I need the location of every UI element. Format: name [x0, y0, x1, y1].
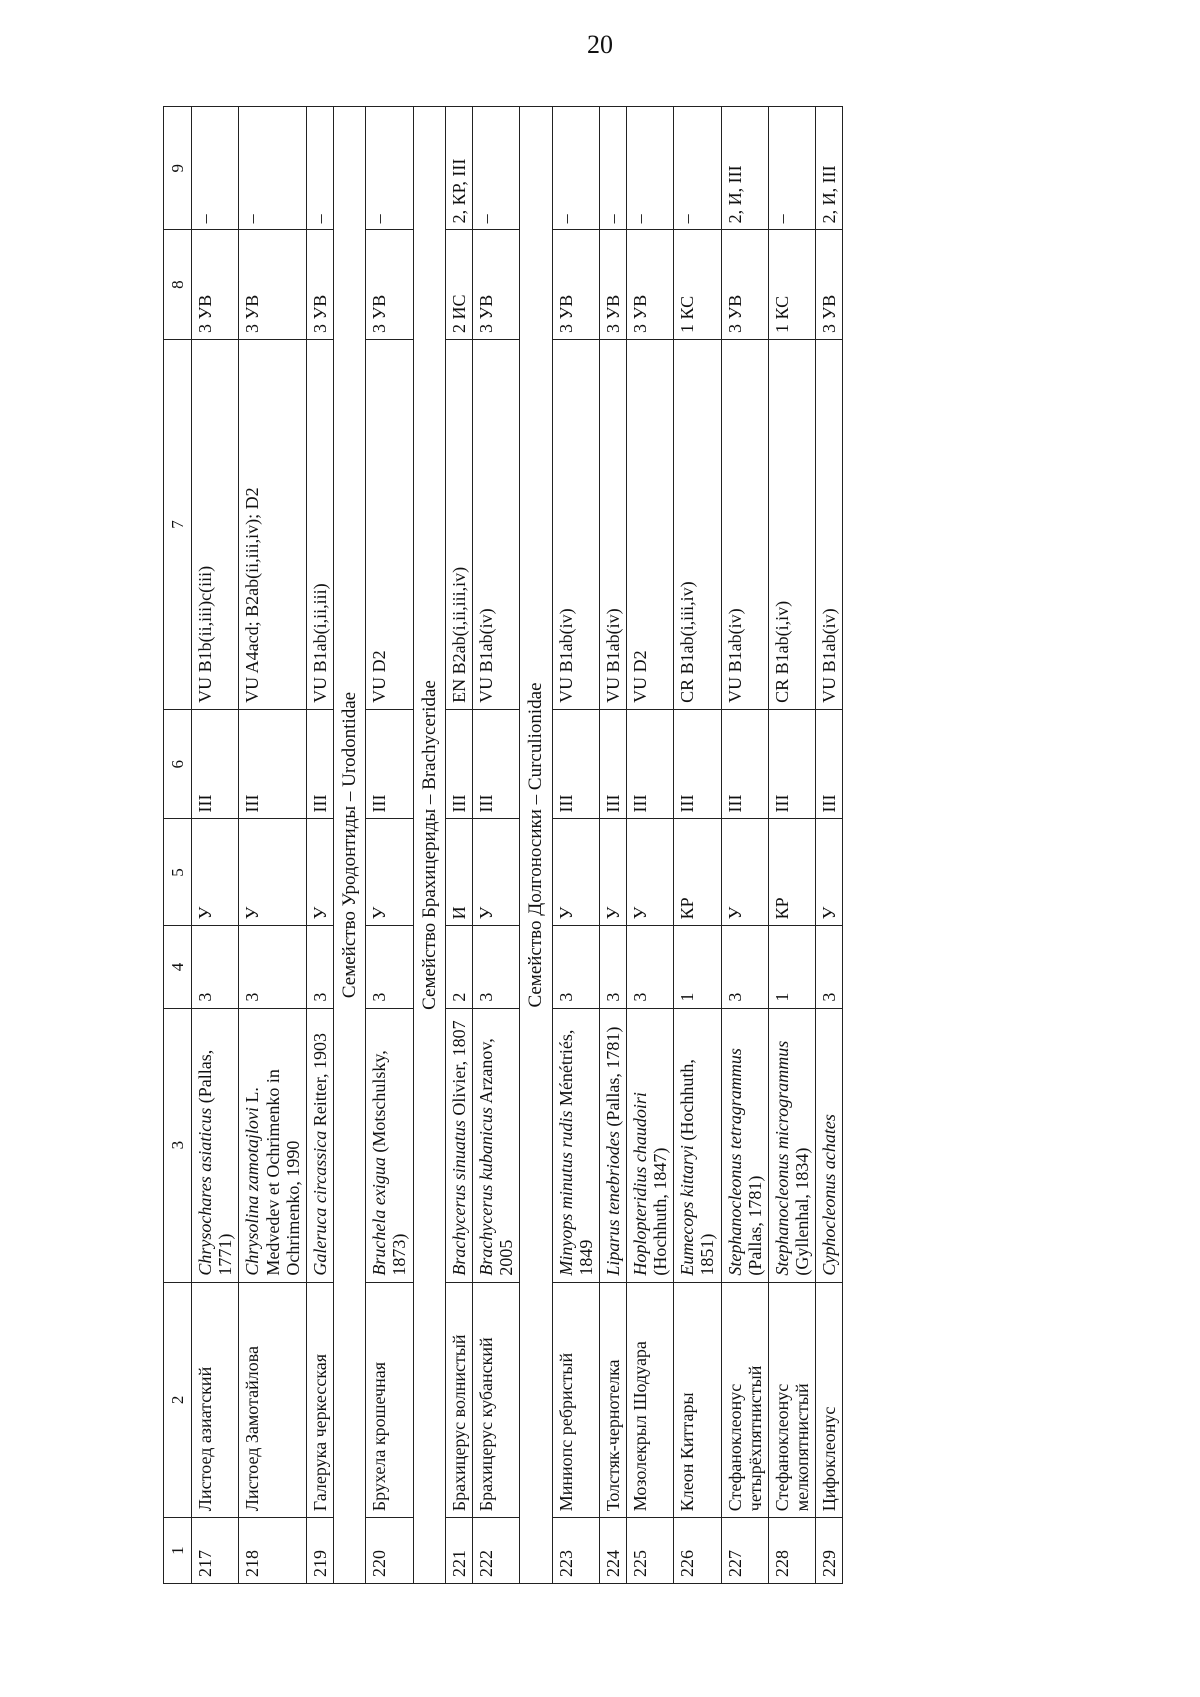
row-number: 222 — [472, 1518, 519, 1584]
author-citation: L. Medvedev et Ochrimenko in Ochrimenko, 1990 — [242, 1069, 303, 1276]
iucn-criteria-cell: VU B1b(ii,iii)c(iii) — [192, 339, 239, 709]
iucn-criteria-cell: CR B1ab(i,iii,iv) — [674, 339, 721, 709]
table-row — [445, 107, 472, 1584]
iucn-criteria-cell: VU B1ab(iv) — [552, 339, 599, 709]
status-cell: И — [445, 819, 472, 926]
status-cell: У — [306, 819, 333, 926]
family-heading: Семейство Брахицериды – Brachyceridae — [413, 107, 445, 1584]
row-number: 226 — [674, 1518, 721, 1584]
russian-name: Брахицерус волнистый — [445, 1282, 472, 1518]
regional-status-cell: 3 УВ — [627, 230, 674, 340]
iucn-criteria-cell: VU B1ab(iv) — [599, 339, 626, 709]
regional-status-cell: 3 УВ — [472, 230, 519, 340]
category-cell: 3 — [239, 926, 306, 1008]
iucn-criteria-cell: VU A4acd; B2ab(ii,iii,iv); D2 — [239, 339, 306, 709]
class-cell: III — [627, 709, 674, 819]
family-row — [520, 107, 552, 1584]
category-cell: 2 — [445, 926, 472, 1008]
table-row — [472, 107, 519, 1584]
status-cell: КР — [674, 819, 721, 926]
federal-status-cell: – — [552, 107, 599, 230]
author-citation: (Motschulsky, 1873) — [369, 1050, 410, 1276]
russian-name: Листоед Замотайлова — [239, 1282, 306, 1518]
latin-name-cell — [306, 1008, 333, 1282]
author-citation: (Hochhuth, 1851) — [677, 1059, 718, 1276]
status-cell: У — [721, 819, 768, 926]
federal-status-cell: – — [472, 107, 519, 230]
russian-name: Толстяк-чернотелка — [599, 1282, 626, 1518]
column-header: 1 — [164, 1518, 192, 1584]
latin-name-cell — [599, 1008, 626, 1282]
category-cell: 3 — [599, 926, 626, 1008]
class-cell: III — [768, 709, 815, 819]
table-row — [599, 107, 626, 1584]
federal-status-cell: – — [599, 107, 626, 230]
rotated-table-container — [163, 106, 1049, 1584]
author-citation: (Hochhuth, 1847) — [650, 1147, 671, 1276]
latin-name-cell — [627, 1008, 674, 1282]
category-cell: 3 — [552, 926, 599, 1008]
header-row — [164, 107, 192, 1584]
column-header: 4 — [164, 926, 192, 1008]
regional-status-cell: 3 УВ — [306, 230, 333, 340]
federal-status-cell: – — [306, 107, 333, 230]
status-cell: У — [366, 819, 413, 926]
family-row — [333, 107, 365, 1584]
table-row — [552, 107, 599, 1584]
class-cell: III — [445, 709, 472, 819]
latin-name-cell — [768, 1008, 815, 1282]
row-number: 224 — [599, 1518, 626, 1584]
row-number: 223 — [552, 1518, 599, 1584]
latin-name: Liparus tenebriodes — [602, 1131, 623, 1276]
latin-name-cell — [552, 1008, 599, 1282]
regional-status-cell: 1 КС — [674, 230, 721, 340]
class-cell: III — [599, 709, 626, 819]
table-row — [306, 107, 333, 1584]
category-cell: 3 — [306, 926, 333, 1008]
regional-status-cell: 3 УВ — [192, 230, 239, 340]
status-cell: У — [599, 819, 626, 926]
category-cell: 3 — [366, 926, 413, 1008]
category-cell: 3 — [472, 926, 519, 1008]
federal-status-cell: – — [627, 107, 674, 230]
russian-name: Мозолекрыл Шодуара — [627, 1282, 674, 1518]
russian-name: Галерука черкесская — [306, 1282, 333, 1518]
federal-status-cell: – — [192, 107, 239, 230]
family-row — [413, 107, 445, 1584]
author-citation: (Gyllenhal, 1834) — [792, 1147, 813, 1276]
latin-name-cell — [366, 1008, 413, 1282]
table-row — [192, 107, 239, 1584]
class-cell: III — [239, 709, 306, 819]
column-header: 7 — [164, 339, 192, 709]
row-number: 218 — [239, 1518, 306, 1584]
status-cell: У — [627, 819, 674, 926]
federal-status-cell: – — [366, 107, 413, 230]
federal-status-cell: – — [674, 107, 721, 230]
author-citation: (Pallas, 1781) — [744, 1175, 765, 1276]
status-cell: У — [816, 819, 843, 926]
latin-name: Minyops minutus rudis — [555, 1110, 576, 1276]
table-row — [721, 107, 768, 1584]
federal-status-cell: 2, И, III — [816, 107, 843, 230]
author-citation: Arzanov, 2005 — [475, 1038, 517, 1276]
regional-status-cell: 1 КС — [768, 230, 815, 340]
row-number: 217 — [192, 1518, 239, 1584]
class-cell: III — [306, 709, 333, 819]
russian-name: Цифоклеонус — [816, 1282, 843, 1518]
latin-name-cell — [472, 1008, 519, 1282]
iucn-criteria-cell: VU B1ab(iv) — [721, 339, 768, 709]
class-cell: III — [816, 709, 843, 819]
latin-name-cell — [239, 1008, 306, 1282]
regional-status-cell: 2 ИС — [445, 230, 472, 340]
table-row — [674, 107, 721, 1584]
iucn-criteria-cell: VU B1ab(i,ii,iii) — [306, 339, 333, 709]
iucn-criteria-cell: VU D2 — [366, 339, 413, 709]
category-cell: 3 — [816, 926, 843, 1008]
federal-status-cell: 2, КР, III — [445, 107, 472, 230]
russian-name: Клеон Киттары — [674, 1282, 721, 1518]
latin-name-cell — [445, 1008, 472, 1282]
table-row — [816, 107, 843, 1584]
iucn-criteria-cell: VU D2 — [627, 339, 674, 709]
row-number: 225 — [627, 1518, 674, 1584]
row-number: 229 — [816, 1518, 843, 1584]
latin-name: Brachycerus kubanicus — [475, 1107, 496, 1276]
latin-name: Cyphocleonus achates — [819, 1114, 840, 1276]
class-cell: III — [192, 709, 239, 819]
table-body — [164, 107, 843, 1584]
latin-name-cell — [721, 1008, 768, 1282]
latin-name: Brachycerus sinuatus — [448, 1120, 469, 1276]
category-cell: 3 — [192, 926, 239, 1008]
page-number: 20 — [587, 30, 613, 59]
latin-name-cell — [192, 1008, 239, 1282]
status-cell: У — [472, 819, 519, 926]
latin-name: Eumecops kittaryi — [677, 1145, 698, 1276]
species-table — [163, 106, 843, 1584]
author-citation: (Pallas, 1781) — [602, 1026, 623, 1127]
latin-name: Stephanocleonus microgrammus — [771, 1040, 792, 1276]
latin-name: Chrysolina zamotajlovi — [242, 1107, 263, 1276]
status-cell: У — [192, 819, 239, 926]
federal-status-cell: – — [239, 107, 306, 230]
class-cell: III — [674, 709, 721, 819]
class-cell: III — [472, 709, 519, 819]
category-cell: 1 — [768, 926, 815, 1008]
russian-name: Миниопс ребристый — [552, 1282, 599, 1518]
regional-status-cell: 3 УВ — [599, 230, 626, 340]
latin-name: Galeruca circassica — [309, 1130, 330, 1276]
author-citation: Olivier, 1807 — [448, 1020, 469, 1116]
iucn-criteria-cell: VU B1ab(iv) — [816, 339, 843, 709]
iucn-criteria-cell: CR B1ab(i,iv) — [768, 339, 815, 709]
author-citation: Ménétriés, 1849 — [555, 1029, 596, 1276]
column-header: 2 — [164, 1282, 192, 1518]
row-number: 221 — [445, 1518, 472, 1584]
class-cell: III — [721, 709, 768, 819]
table-row — [239, 107, 306, 1584]
regional-status-cell: 3 УВ — [366, 230, 413, 340]
table-row — [366, 107, 413, 1584]
russian-name: Стефаноклеонус четырёхпятнистый — [721, 1282, 768, 1518]
row-number: 220 — [366, 1518, 413, 1584]
column-header: 6 — [164, 709, 192, 819]
family-heading: Семейство Уродонтиды – Urodontidae — [333, 107, 365, 1584]
table-row — [627, 107, 674, 1584]
column-header: 9 — [164, 107, 192, 230]
row-number: 228 — [768, 1518, 815, 1584]
federal-status-cell: 2, И, III — [721, 107, 768, 230]
category-cell: 3 — [627, 926, 674, 1008]
latin-name: Stephanocleonus tetragrammus — [724, 1048, 745, 1276]
table-row — [768, 107, 815, 1584]
russian-name: Брухела крошечная — [366, 1282, 413, 1518]
column-header: 3 — [164, 1008, 192, 1282]
row-number: 227 — [721, 1518, 768, 1584]
row-number: 219 — [306, 1518, 333, 1584]
regional-status-cell: 3 УВ — [721, 230, 768, 340]
author-citation: (Pallas, 1771) — [195, 1049, 236, 1276]
iucn-criteria-cell: EN B2ab(i,ii,iii,iv) — [445, 339, 472, 709]
regional-status-cell: 3 УВ — [552, 230, 599, 340]
class-cell: III — [366, 709, 413, 819]
class-cell: III — [552, 709, 599, 819]
latin-name-cell — [816, 1008, 843, 1282]
russian-name: Стефаноклеонус мелкопятнистый — [768, 1282, 815, 1518]
status-cell: КР — [768, 819, 815, 926]
status-cell: У — [552, 819, 599, 926]
author-citation: Reitter, 1903 — [309, 1033, 330, 1127]
latin-name-cell — [674, 1008, 721, 1282]
category-cell: 3 — [721, 926, 768, 1008]
column-header: 8 — [164, 230, 192, 340]
latin-name: Hoplopteridius chaudoiri — [630, 1092, 651, 1276]
status-cell: У — [239, 819, 306, 926]
family-heading: Семейство Долгоносики – Curculionidae — [520, 107, 552, 1584]
column-header: 5 — [164, 819, 192, 926]
russian-name: Листоед азиатский — [192, 1282, 239, 1518]
regional-status-cell: 3 УВ — [816, 230, 843, 340]
regional-status-cell: 3 УВ — [239, 230, 306, 340]
latin-name: Chrysochares asiaticus — [195, 1107, 216, 1276]
iucn-criteria-cell: VU B1ab(iv) — [472, 339, 519, 709]
category-cell: 1 — [674, 926, 721, 1008]
federal-status-cell: – — [768, 107, 815, 230]
latin-name: Bruchela exigua — [369, 1157, 390, 1276]
russian-name: Брахицерус кубанский — [472, 1282, 519, 1518]
